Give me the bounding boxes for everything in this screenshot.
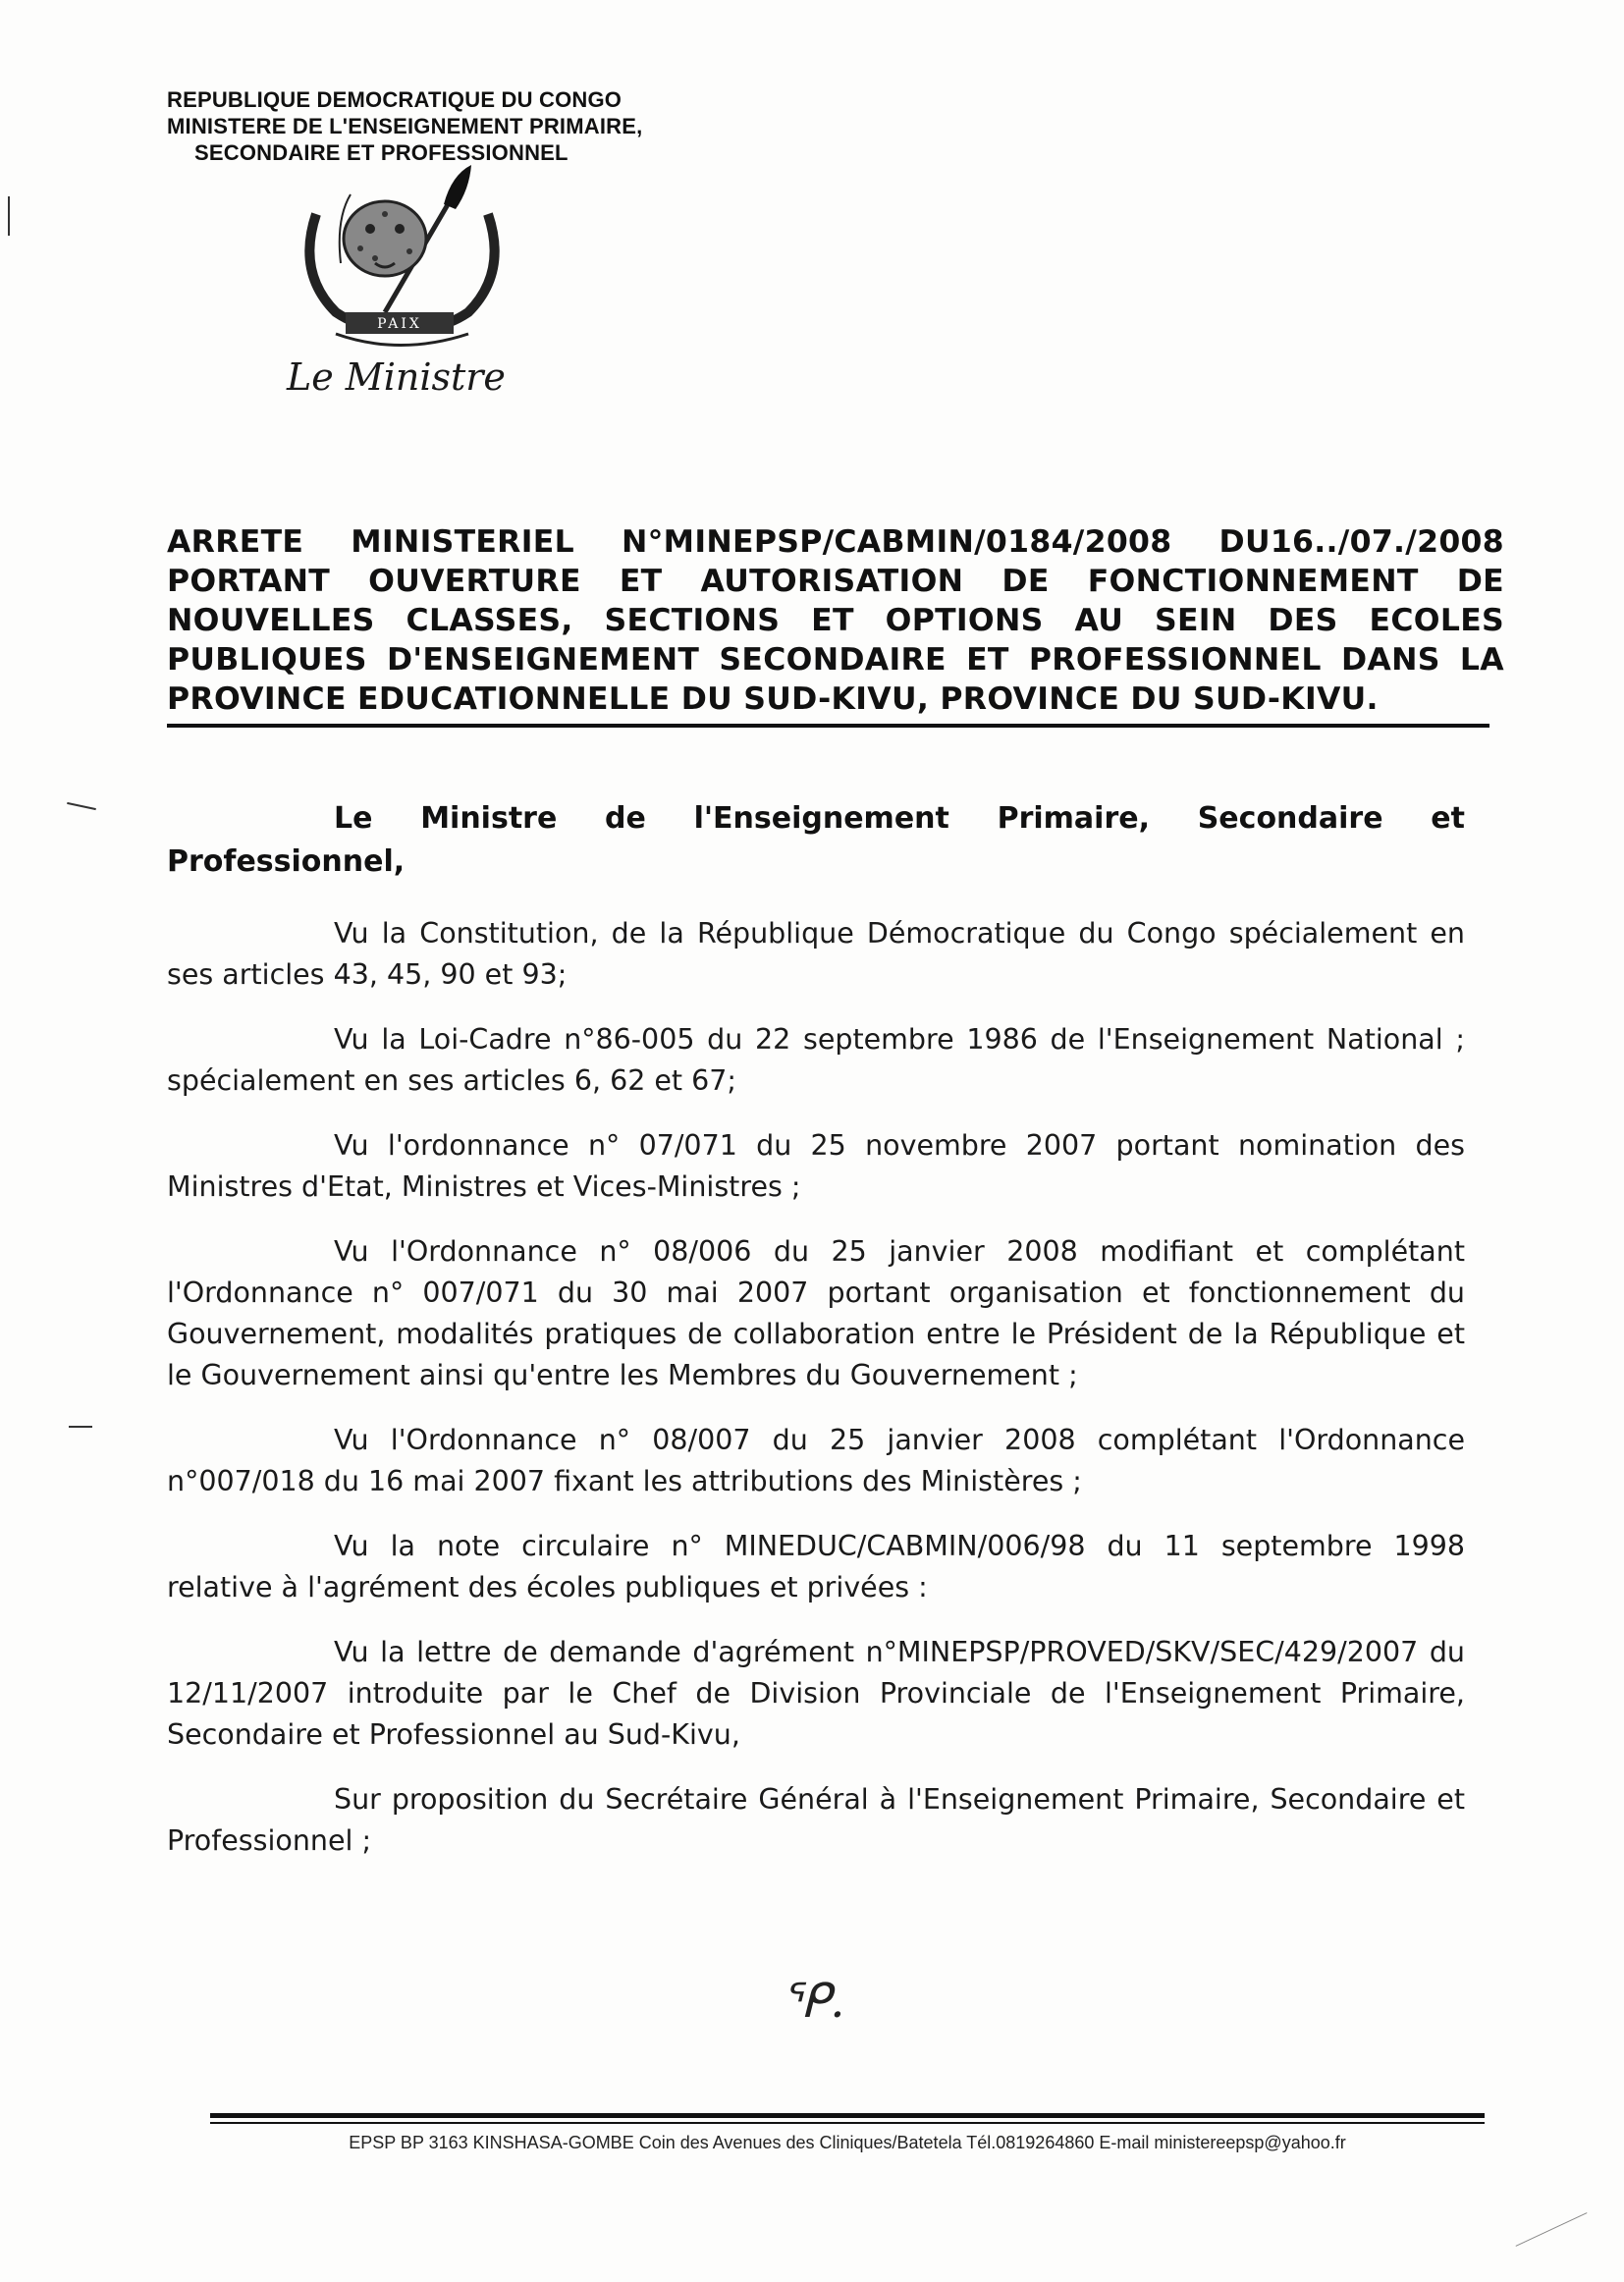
preamble-paragraph: Vu l'Ordonnance n° 08/006 du 25 janvier 2008 modifiant et complétant l'Ordonnance n° 007/071 du 30 mai 2007 portant organisation et fonctionnement du Gouvernement, modalités pratiques de collaboration entre le Président de la République et le Gouvernement ainsi qu'entre les Membres du Gouvernement ; — [167, 1235, 1465, 1391]
preamble-body — [167, 913, 1465, 1885]
intro-second-line: Professionnel, — [167, 844, 406, 879]
intro-word: Ministre — [420, 801, 558, 836]
footer-rule-thin — [210, 2122, 1485, 2124]
emblem-banner-text: PAIX — [377, 316, 422, 332]
letterhead — [167, 86, 642, 166]
preamble-paragraph: Vu la lettre de demande d'agrément n°MINEPSP/PROVED/SKV/SEC/429/2007 du 12/11/2007 introduite par le Chef de Division Provinciale de l'Enseignement Primaire, Secondaire et Professionnel au Sud-Kivu, — [167, 1636, 1465, 1751]
preamble-paragraph: Sur proposition du Secrétaire Général à l'Enseignement Primaire, Secondaire et Professionnel ; — [167, 1783, 1465, 1857]
intro-block — [167, 797, 1465, 884]
intro-word: Secondaire — [1197, 801, 1383, 836]
preamble-paragraph: Vu l'ordonnance n° 07/071 du 25 novembre 2007 portant nomination des Ministres d'Etat, Ministres et Vices-Ministres ; — [167, 1129, 1465, 1203]
intro-word: l'Enseignement — [693, 801, 949, 836]
preamble-paragraph: Vu la Constitution, de la République Démocratique du Congo spécialement en ses articles 43, 45, 90 et 93; — [167, 917, 1465, 991]
letterhead-country: REPUBLIQUE DEMOCRATIQUE DU CONGO — [167, 87, 623, 112]
intro-word: et — [1431, 801, 1465, 836]
coat-of-arms-emblem — [277, 165, 522, 361]
scan-mark — [8, 196, 10, 236]
decree-word-arrete: ARRETE — [167, 524, 304, 560]
handwritten-initials: ᕿ. — [781, 1974, 845, 2029]
decree-date: DU16../07./2008 — [1218, 524, 1504, 560]
preamble-paragraph: Vu la note circulaire n° MINEDUC/CABMIN/006/98 du 11 septembre 1998 relative à l'agrément des écoles publiques et privées : — [167, 1530, 1465, 1603]
letterhead-ministry-cont: SECONDAIRE ET PROFESSIONNEL — [194, 140, 568, 165]
intro-word: Primaire, — [997, 801, 1150, 836]
decree-word-ministeriel: MINISTERIEL — [351, 524, 574, 560]
scan-mark — [1516, 2212, 1588, 2247]
preamble-paragraph: Vu l'Ordonnance n° 08/007 du 25 janvier 2008 complétant l'Ordonnance n°007/018 du 16 mai 2007 fixant les attributions des Ministères ; — [167, 1424, 1465, 1497]
footer-rule-thick — [210, 2113, 1485, 2118]
decree-title-rest: PORTANT OUVERTURE ET AUTORISATION DE FONCTIONNEMENT DE NOUVELLES CLASSES, SECTIONS ET OPTIONS AU SEIN DES ECOLES PUBLIQUES D'ENSEIGNEMENT SECONDAIRE ET PROFESSIONNEL DANS LA PROVINCE EDUCATIONNELLE DU SUD-KIVU, PROVINCE DU SUD-KIVU. — [167, 564, 1504, 717]
preamble-paragraph: Vu la Loi-Cadre n°86-005 du 22 septembre 1986 de l'Enseignement National ; spécialement en ses articles 6, 62 et 67; — [167, 1023, 1465, 1097]
decree-number: N°MINEPSP/CABMIN/0184/2008 — [621, 524, 1172, 560]
decree-title-first-line — [167, 522, 1504, 562]
intro-first-line — [167, 797, 1465, 841]
scan-mark — [67, 802, 96, 810]
scan-mark — [69, 1426, 92, 1428]
decree-title — [167, 522, 1504, 719]
footer-address: EPSP BP 3163 KINSHASA-GOMBE Coin des Avenues des Cliniques/Batetela Tél.0819264860 E-mail ministereepsp@yahoo.fr — [349, 2133, 1346, 2152]
letterhead-ministry: MINISTERE DE L'ENSEIGNEMENT PRIMAIRE, — [167, 114, 643, 138]
title-underline — [167, 724, 1489, 728]
intro-word: de — [605, 801, 646, 836]
minister-heading: Le Ministre — [287, 355, 506, 399]
intro-word: Le — [334, 801, 373, 836]
